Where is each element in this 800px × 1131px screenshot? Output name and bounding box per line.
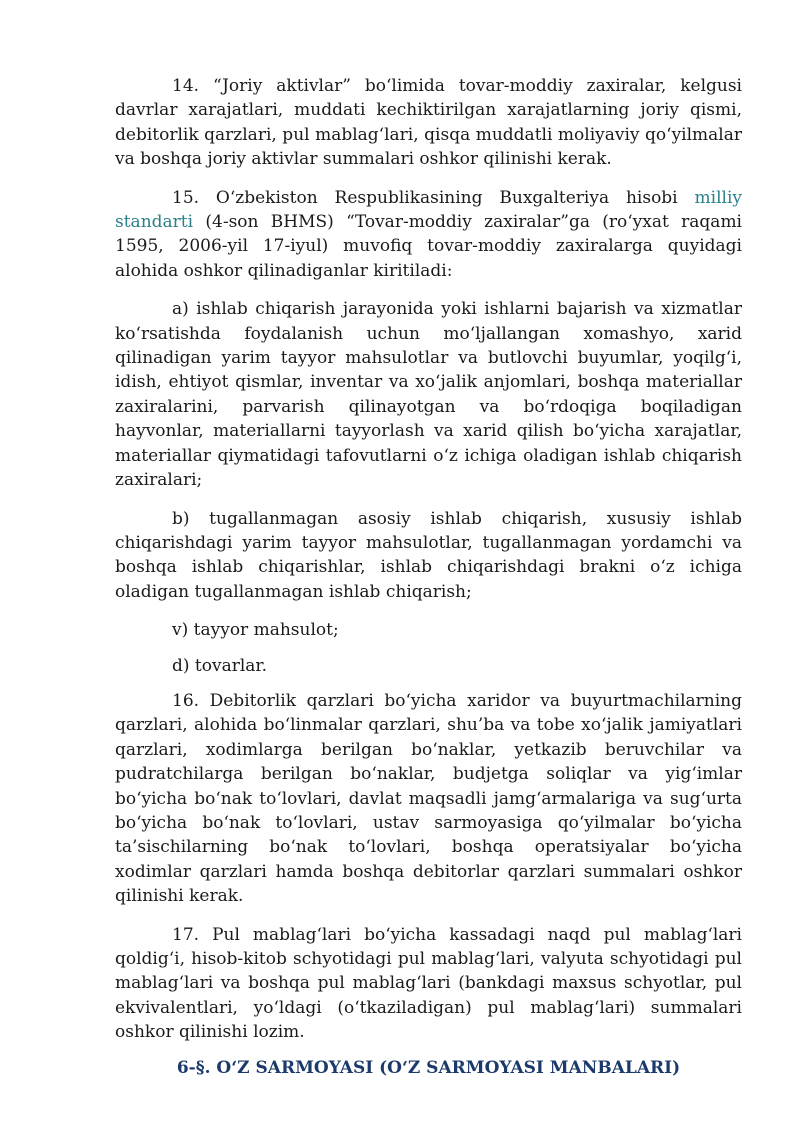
- paragraph-15-text-after: (4-son BHMS) “Tovar-moddiy zaxiralar”ga (ro‘yxat raqami 1595, 2006-yil 17-iyul) muvofiq tovar-moddiy zaxiralarga quyidagi alohida oshkor qilinadiganlar kiritiladi:: [115, 212, 742, 281]
- list-item-a: a) ishlab chiqarish jarayonida yoki ishlarni bajarish va xizmatlar ko‘rsatishda foydalanish uchun mo‘ljallangan xomashyo, xarid qilinadigan yarim tayyor mahsulotlar va butlovchi buyumlar, yoqilg‘i, idish, ehtiyot qismlar, inventar va xo‘jalik anjomlari, boshqa materiallar zaxiralarini, parvarish qilinayotgan va bo‘rdoqiga boqiladigan hayvonlar, materiallarni tayyorlash va xarid qilish bo‘yicha xarajatlar, materiallar qiymatidagi tafovutlarni o‘z ichiga oladigan ishlab chiqarish zaxiralari;: [115, 299, 742, 491]
- paragraph-17: 17. Pul mablag‘lari bo‘yicha kassadagi naqd pul mablag‘lari qoldig‘i, hisob-kitob schyotidagi pul mablag‘lari, valyuta schyotidagi pul mablag‘lari va boshqa pul mablag‘lari (bankdagi maxsus schyotlar, pul ekvivalentlari, yo‘ldagi (o‘tkaziladigan) pul mablag‘lari) summalari oshkor qilinishi lozim.: [115, 924, 742, 1043]
- list-item-v: v) tayyor mahsulot;: [172, 620, 339, 641]
- list-item-b: b) tugallanmagan asosiy ishlab chiqarish, xususiy ishlab chiqarishdagi yarim tayyor mahsulotlar, tugallanmagan yordamchi va boshqa ishlab chiqarishlar, ishlab chiqarishdagi brakni o‘z ichiga oladigan tugallanmagan ishlab chiqarish;: [115, 508, 742, 602]
- milliy-standarti-link[interactable]: milliy standarti: [115, 187, 742, 233]
- list-item-d: d) tovarlar.: [172, 655, 268, 676]
- paragraph-14: 14. “Joriy aktivlar” bo‘limida tovar-moddiy zaxiralar, kelgusi davrlar xarajatlari, muddati kechiktirilgan xarajatlarning joriy qismi, debitorlik qarzlari, pul mablag‘lari, qisqa muddatli moliyaviy qo‘yilmalar va boshqa joriy aktivlar summalari oshkor qilinishi kerak.: [115, 76, 742, 170]
- paragraph-16: 16. Debitorlik qarzlari bo‘yicha xaridor va buyurtmachilarning qarzlari, alohida bo‘linmalar qarzlari, shu’ba va tobe xo‘jalik jamiyatlari qarzlari, xodimlarga berilgan bo‘naklar, yetkazib beruvchilar va pudratchilarga berilgan bo‘naklar, budjetga soliqlar va yig‘imlar bo‘yicha bo‘nak to‘lovlari, davlat maqsadli jamg‘armalariga va sug‘urta bo‘yicha bo‘nak to‘lovlari, ustav sarmoyasiga qo‘yilmalar bo‘yicha ta’sischilarning bo‘nak to‘lovlari, boshqa operatsiyalar bo‘yicha xodimlar qarzlari hamda boshqa debitorlar qarzlari summalari oshkor qilinishi kerak.: [115, 690, 742, 907]
- paragraph-15: [115, 186, 742, 284]
- section-heading: 6-§. O‘Z SARMOYASI (O‘Z SARMOYASI MANBALARI): [176, 1057, 681, 1078]
- paragraph-15-text-before: 15. O‘zbekiston Respublikasining Buxgalteriya hisobi: [172, 187, 695, 208]
